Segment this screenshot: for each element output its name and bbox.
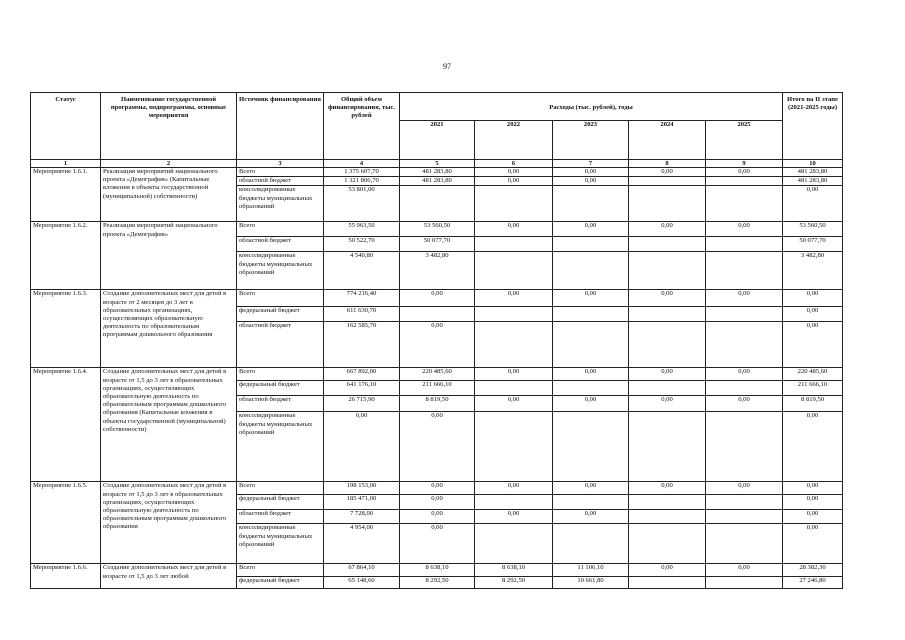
col-num: 4	[324, 160, 400, 168]
amount-y2025	[706, 307, 783, 322]
amount-total: 185 471,00	[324, 495, 400, 510]
amount-stage: 0,00	[783, 495, 843, 510]
amount-y2023	[553, 237, 629, 252]
amount-y2024	[629, 307, 706, 322]
funding-source: консолидированные бюджеты муниципальных образований	[237, 412, 324, 482]
funding-source: федеральный бюджет	[237, 495, 324, 510]
col-num: 2	[101, 160, 237, 168]
amount-y2024: 0,00	[629, 222, 706, 237]
measure-status: Мероприятие 1.6.4.	[31, 368, 101, 482]
amount-y2025	[706, 186, 783, 222]
funding-source: областной бюджет	[237, 396, 324, 412]
budget-table	[30, 92, 843, 589]
amount-y2024	[629, 252, 706, 290]
amount-y2024	[629, 186, 706, 222]
amount-y2022: 0,00	[475, 222, 553, 237]
header-total: Общий объем финансирования, тыс. рублей	[324, 93, 400, 160]
table-row	[31, 222, 843, 237]
amount-y2025: 0,00	[706, 482, 783, 495]
amount-y2021: 50 077,70	[400, 237, 475, 252]
amount-y2023: 0,00	[553, 222, 629, 237]
amount-y2022	[475, 322, 553, 368]
measure-status: Мероприятие 1.6.6.	[31, 564, 101, 589]
table-row	[31, 368, 843, 381]
amount-y2025: 0,00	[706, 396, 783, 412]
measure-name: Реализация мероприятий национального проекта «Демография» (Капитальные вложения в объекты государственной (муниципальной) собственности)	[101, 168, 237, 222]
amount-y2021	[400, 307, 475, 322]
funding-source: консолидированные бюджеты муниципальных образований	[237, 524, 324, 564]
table-row	[31, 482, 843, 495]
amount-stage: 27 246,80	[783, 577, 843, 589]
amount-y2024	[629, 237, 706, 252]
amount-y2022	[475, 307, 553, 322]
amount-total: 611 630,70	[324, 307, 400, 322]
amount-y2021	[400, 186, 475, 222]
amount-y2021: 0,00	[400, 290, 475, 307]
amount-y2021: 481 283,80	[400, 168, 475, 177]
amount-total: 667 892,00	[324, 368, 400, 381]
table-row	[31, 168, 843, 177]
amount-y2024: 0,00	[629, 368, 706, 381]
funding-source: областной бюджет	[237, 510, 324, 524]
amount-stage: 0,00	[783, 482, 843, 495]
year-2023: 2023	[553, 121, 629, 160]
amount-total: 162 585,70	[324, 322, 400, 368]
amount-y2022: 0,00	[475, 510, 553, 524]
amount-stage: 0,00	[783, 510, 843, 524]
header-program: Наименование государственной программы, подпрограммы, основные мероприятия	[101, 93, 237, 160]
amount-y2025: 0,00	[706, 368, 783, 381]
amount-y2022: 0,00	[475, 290, 553, 307]
col-num: 3	[237, 160, 324, 168]
amount-y2022: 8 292,50	[475, 577, 553, 589]
funding-source: областной бюджет	[237, 322, 324, 368]
year-2021: 2021	[400, 121, 475, 160]
amount-y2021: 0,00	[400, 510, 475, 524]
amount-stage: 53 560,50	[783, 222, 843, 237]
header-stage: Итого на II этапе (2021-2025 годы)	[783, 93, 843, 160]
amount-y2025	[706, 322, 783, 368]
col-num: 9	[706, 160, 783, 168]
amount-total: 0,00	[324, 412, 400, 482]
amount-y2023	[553, 381, 629, 396]
header-source: Источник финансирования	[237, 93, 324, 160]
amount-stage: 481 283,80	[783, 168, 843, 177]
amount-y2021: 0,00	[400, 412, 475, 482]
amount-y2021: 0,00	[400, 495, 475, 510]
measure-name: Реализация мероприятий национального проекта «Демография»	[101, 222, 237, 290]
amount-y2024	[629, 412, 706, 482]
amount-y2022: 0,00	[475, 368, 553, 381]
funding-source: областной бюджет	[237, 177, 324, 186]
col-num: 6	[475, 160, 553, 168]
amount-stage: 220 485,60	[783, 368, 843, 381]
amount-total: 65 148,60	[324, 577, 400, 589]
amount-y2025	[706, 577, 783, 589]
amount-total: 26 715,90	[324, 396, 400, 412]
amount-y2022	[475, 412, 553, 482]
amount-y2022: 8 638,10	[475, 564, 553, 577]
amount-stage: 50 077,70	[783, 237, 843, 252]
amount-total: 67 864,10	[324, 564, 400, 577]
amount-y2023: 0,00	[553, 510, 629, 524]
amount-total: 4 954,00	[324, 524, 400, 564]
funding-source: Всего	[237, 222, 324, 237]
amount-y2024	[629, 510, 706, 524]
funding-source: консолидированные бюджеты муниципальных образований	[237, 186, 324, 222]
year-2022: 2022	[475, 121, 553, 160]
amount-y2021: 3 482,80	[400, 252, 475, 290]
col-num: 7	[553, 160, 629, 168]
amount-y2023: 0,00	[553, 168, 629, 177]
col-num: 8	[629, 160, 706, 168]
funding-source: федеральный бюджет	[237, 307, 324, 322]
amount-y2024: 0,00	[629, 290, 706, 307]
amount-y2023	[553, 524, 629, 564]
amount-y2023: 0,00	[553, 177, 629, 186]
amount-y2024: 0,00	[629, 396, 706, 412]
amount-stage: 8 819,50	[783, 396, 843, 412]
amount-total: 1 321 806,70	[324, 177, 400, 186]
amount-y2025: 0,00	[706, 290, 783, 307]
amount-y2022: 0,00	[475, 396, 553, 412]
page-number: 97	[443, 62, 451, 71]
amount-y2021: 220 485,60	[400, 368, 475, 381]
amount-y2021: 481 283,80	[400, 177, 475, 186]
amount-y2021: 8 819,50	[400, 396, 475, 412]
amount-total: 198 153,00	[324, 482, 400, 495]
amount-stage: 28 382,30	[783, 564, 843, 577]
funding-source: Всего	[237, 368, 324, 381]
amount-y2025: 0,00	[706, 168, 783, 177]
amount-y2025	[706, 237, 783, 252]
amount-y2021: 0,00	[400, 482, 475, 495]
amount-y2025	[706, 495, 783, 510]
funding-source: консолидированные бюджеты муниципальных образований	[237, 252, 324, 290]
amount-y2023	[553, 322, 629, 368]
funding-source: Всего	[237, 482, 324, 495]
funding-source: федеральный бюджет	[237, 577, 324, 589]
amount-y2022: 0,00	[475, 168, 553, 177]
amount-stage: 0,00	[783, 307, 843, 322]
funding-source: Всего	[237, 168, 324, 177]
amount-stage: 0,00	[783, 322, 843, 368]
measure-status: Мероприятие 1.6.2.	[31, 222, 101, 290]
funding-source: Всего	[237, 564, 324, 577]
amount-y2024	[629, 495, 706, 510]
amount-y2023	[553, 252, 629, 290]
amount-y2025	[706, 412, 783, 482]
amount-y2023: 0,00	[553, 368, 629, 381]
amount-y2022	[475, 252, 553, 290]
amount-y2021: 8 638,10	[400, 564, 475, 577]
amount-y2022	[475, 237, 553, 252]
amount-stage: 0,00	[783, 524, 843, 564]
amount-y2024	[629, 381, 706, 396]
amount-y2022	[475, 381, 553, 396]
measure-status: Мероприятие 1.6.3.	[31, 290, 101, 368]
amount-total: 55 063,50	[324, 222, 400, 237]
year-2024: 2024	[629, 121, 706, 160]
amount-y2024: 0,00	[629, 482, 706, 495]
amount-y2025	[706, 177, 783, 186]
amount-total: 4 540,80	[324, 252, 400, 290]
amount-total: 641 176,10	[324, 381, 400, 396]
amount-y2021: 53 560,50	[400, 222, 475, 237]
year-2025: 2025	[706, 121, 783, 160]
amount-y2021: 211 666,10	[400, 381, 475, 396]
amount-y2022	[475, 495, 553, 510]
amount-stage: 0,00	[783, 186, 843, 222]
amount-y2025	[706, 510, 783, 524]
funding-source: Всего	[237, 290, 324, 307]
table-row	[31, 290, 843, 307]
amount-y2024: 0,00	[629, 564, 706, 577]
amount-total: 774 216,40	[324, 290, 400, 307]
measure-name: Создание дополнительных мест для детей в возрасте от 1,5 до 3 лет в образовательных организациях, осуществляющих образовательную деятельность по образовательным программам дошкольного образования (Капитальные вложения в объекты государственной (муниципальной) собственности)	[101, 368, 237, 482]
amount-y2023: 11 106,10	[553, 564, 629, 577]
amount-y2022	[475, 186, 553, 222]
amount-y2023	[553, 495, 629, 510]
funding-source: федеральный бюджет	[237, 381, 324, 396]
amount-y2024	[629, 524, 706, 564]
amount-total: 1 375 607,70	[324, 168, 400, 177]
measure-status: Мероприятие 1.6.5.	[31, 482, 101, 564]
amount-y2023	[553, 186, 629, 222]
measure-name: Создание дополнительных мест для детей в возрасте от 2 месяцев до 3 лет в образовательных организациях, осуществляющих образовательную деятельность по образовательным программам дошкольного образования	[101, 290, 237, 368]
amount-total: 53 801,00	[324, 186, 400, 222]
amount-y2023: 0,00	[553, 482, 629, 495]
amount-y2025	[706, 252, 783, 290]
amount-y2025: 0,00	[706, 564, 783, 577]
amount-y2024: 0,00	[629, 168, 706, 177]
amount-stage: 0,00	[783, 412, 843, 482]
amount-y2023	[553, 307, 629, 322]
col-num: 5	[400, 160, 475, 168]
amount-y2023: 10 661,80	[553, 577, 629, 589]
measure-status: Мероприятие 1.6.1.	[31, 168, 101, 222]
amount-y2023: 0,00	[553, 290, 629, 307]
header-expenses: Расходы (тыс. рублей), годы	[400, 93, 783, 121]
amount-y2024	[629, 322, 706, 368]
amount-y2025	[706, 381, 783, 396]
amount-stage: 481 283,80	[783, 177, 843, 186]
table-row	[31, 564, 843, 577]
col-num: 1	[31, 160, 101, 168]
amount-y2025: 0,00	[706, 222, 783, 237]
amount-stage: 211 666,10	[783, 381, 843, 396]
col-num: 10	[783, 160, 843, 168]
amount-y2023	[553, 412, 629, 482]
amount-stage: 3 482,80	[783, 252, 843, 290]
amount-y2021: 0,00	[400, 322, 475, 368]
amount-y2022: 0,00	[475, 482, 553, 495]
amount-y2021: 8 292,50	[400, 577, 475, 589]
amount-y2025	[706, 524, 783, 564]
amount-y2022	[475, 524, 553, 564]
measure-name: Создание дополнительных мест для детей в возрасте от 1,5 до 3 лет любой	[101, 564, 237, 589]
amount-y2024	[629, 577, 706, 589]
amount-y2022: 0,00	[475, 177, 553, 186]
measure-name: Создание дополнительных мест для детей в возрасте от 1,5 до 3 лет в образовательных организациях, осуществляющих образовательную деятельность по образовательным программам дошкольного образования	[101, 482, 237, 564]
amount-stage: 0,00	[783, 290, 843, 307]
amount-y2023: 0,00	[553, 396, 629, 412]
amount-total: 7 728,00	[324, 510, 400, 524]
amount-y2021: 0,00	[400, 524, 475, 564]
funding-source: областной бюджет	[237, 237, 324, 252]
amount-total: 50 522,70	[324, 237, 400, 252]
amount-y2024	[629, 177, 706, 186]
header-status: Статус	[31, 93, 101, 160]
